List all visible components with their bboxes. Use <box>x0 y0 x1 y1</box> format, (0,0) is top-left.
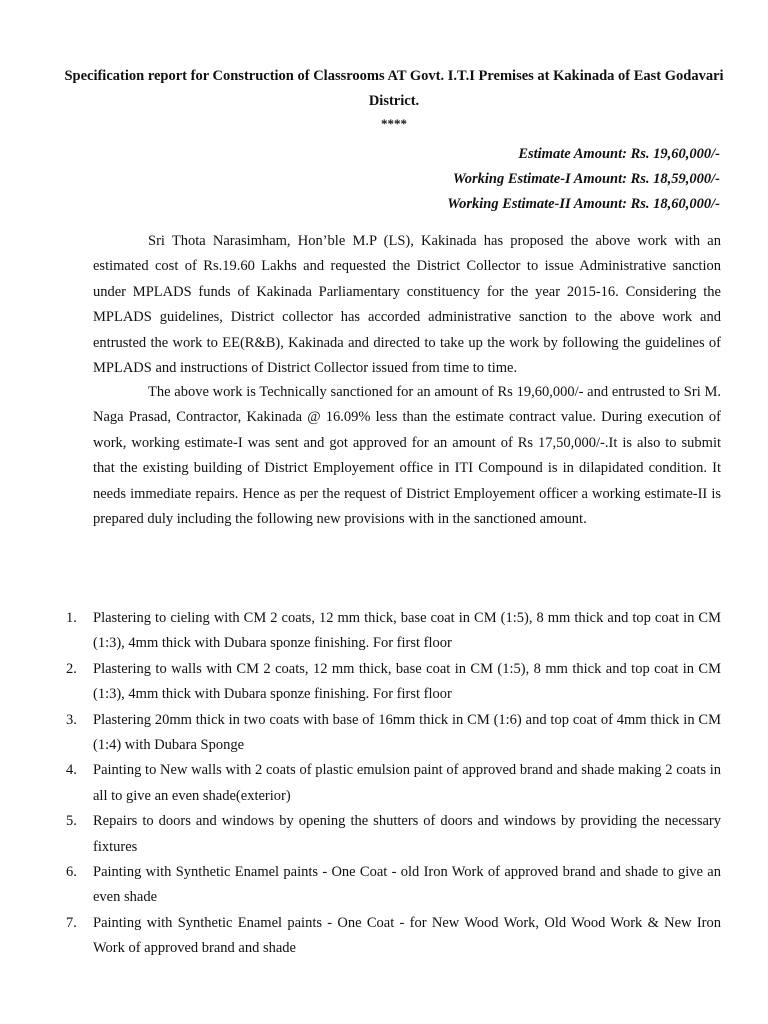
title-separator: **** <box>381 116 407 131</box>
list-item <box>66 606 721 657</box>
list-item-text: Repairs to doors and windows by opening the shutters of doors and windows by providing the necessary fixtures <box>93 813 721 855</box>
list-item-number: 3. <box>66 711 77 728</box>
list-item <box>66 758 721 809</box>
list-item-number: 4. <box>66 762 77 779</box>
list-item-number: 2. <box>66 660 77 677</box>
list-item-text: Painting with Synthetic Enamel paints - One Coat - old Iron Work of approved brand and shade to give an even shade <box>93 864 721 906</box>
amount-summary <box>447 142 720 217</box>
list-item <box>66 911 721 962</box>
list-item-text: Plastering to walls with CM 2 coats, 12 mm thick, base coat in CM (1:5), 8 mm thick and top coat in CM (1:3), 4mm thick with Dubara sponze finishing. For first floor <box>93 660 721 703</box>
list-item <box>66 708 721 759</box>
document-title: Specification report for Construction of Classrooms AT Govt. I.T.I Premises at Kakinada of East Godavari District. <box>64 68 724 109</box>
list-item-text: Plastering 20mm thick in two coats with base of 16mm thick in CM (1:6) and top coat of 4mm thick in CM (1:4) with Dubara Sponge <box>93 711 721 754</box>
estimate-amount: Estimate Amount: Rs. 19,60,000/- <box>518 146 720 162</box>
list-item <box>66 657 721 708</box>
list-item-number: 7. <box>66 914 77 931</box>
list-item-text: Plastering to cieling with CM 2 coats, 12 mm thick, base coat in CM (1:5), 8 mm thick and top coat in CM (1:3), 4mm thick with Dubara sponze finishing. For first floor <box>93 610 721 652</box>
paragraph-proposal: Sri Thota Narasimham, Hon’ble M.P (LS), Kakinada has proposed the above work with an estimated cost of Rs.19.60 Lakhs and requested the District Collector to issue Administrative sanction under MPLADS funds of Kakinada Parliamentary constituency for the year 2015-16. Considering the MPLADS guidelines, District collector has accorded administrative sanction to the above work and entrusted the work to EE(R&B), Kakinada and directed to take up the work by following the guidelines of MPLADS and instructions of District Collector issued from time to time. <box>93 233 721 377</box>
provisions-list <box>66 606 721 962</box>
list-item-number: 6. <box>66 864 77 881</box>
list-item <box>66 860 721 911</box>
list-item-text: Painting with Synthetic Enamel paints - One Coat - for New Wood Work, Old Wood Work & New Iron Work of approved brand and shade <box>93 914 721 957</box>
list-item-number: 1. <box>66 610 77 626</box>
list-item-text: Painting to New walls with 2 coats of plastic emulsion paint of approved brand and shade making 2 coats in all to give an even shade(exterior) <box>93 762 721 804</box>
working-estimate-1-amount: Working Estimate-I Amount: Rs. 18,59,000/- <box>452 171 720 187</box>
list-item <box>66 809 721 860</box>
working-estimate-2-amount: Working Estimate-II Amount: Rs. 18,60,000/- <box>447 196 720 212</box>
list-item-number: 5. <box>66 813 77 830</box>
paragraph-sanction: The above work is Technically sanctioned for an amount of Rs 19,60,000/- and entrusted to Sri M. Naga Prasad, Contractor, Kakinada @ 16.09% less than the estimate contract value. During execution of work, working estimate-I was sent and got approved for an amount of Rs 17,50,000/-.It is also to submit that the existing building of District Employement office in ITI Compound is in dilapidated condition. It needs immediate repairs. Hence as per the request of District Employement officer a working estimate-II is prepared duly including the following new provisions with in the sanctioned amount. <box>93 384 721 528</box>
